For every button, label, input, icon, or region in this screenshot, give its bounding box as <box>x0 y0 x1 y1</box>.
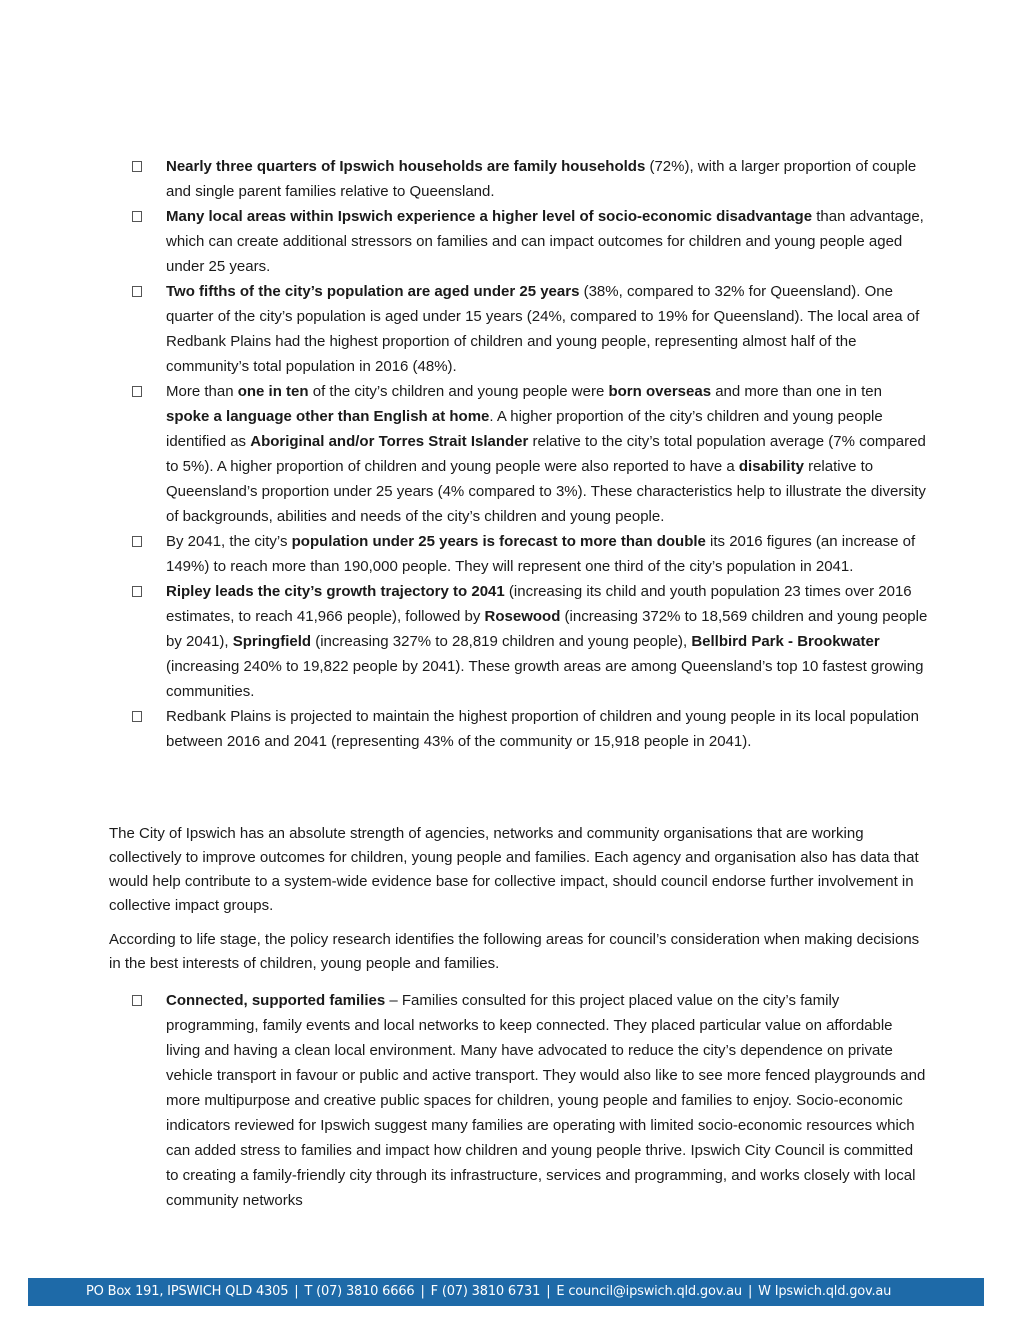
footer-separator: | <box>747 1284 753 1299</box>
bullet-box-icon <box>132 161 142 172</box>
bullet-box-icon <box>132 995 142 1006</box>
life-stage-areas-list <box>128 988 928 1213</box>
body-paragraph: According to life stage, the policy research identifies the following areas for council’s consideration when making decisions in the best interests of children, young people and families. <box>109 931 920 972</box>
footer-separator: | <box>294 1284 299 1299</box>
footer-fax: F (07) 3810 6731 <box>430 1284 541 1299</box>
list-item: Many local areas within Ipswich experience a higher level of socio-economic disadvantage than advantage, which can create additional stressors on families and can impact outcomes for children and young people aged under 25 years. <box>128 204 928 279</box>
bullet-box-icon <box>132 711 142 722</box>
list-item: Connected, supported families – Families consulted for this project placed value on the city’s family programming, family events and local networks to keep connected. They placed particular value on affordable living and having a clean local environment. Many have advocated to reduce the city’s dependence on private vehicle transport in favour or public and active transport. They would also like to see more fenced playgrounds and more multipurpose and creative public spaces for children, young people and families to enjoy. Socio-economic indicators reviewed for Ipswich suggest many families are operating with limited socio-economic resources which can added stress to families and impact how children and young people thrive. Ipswich City Council is committed to creating a family-friendly city through its infrastructure, services and programming, and works closely with local community networks <box>128 988 928 1213</box>
list-item: Nearly three quarters of Ipswich households are family households (72%), with a larger proportion of couple and single parent families relative to Queensland. <box>128 154 928 204</box>
footer-separator: | <box>546 1284 551 1299</box>
body-paragraph: The City of Ipswich has an absolute strength of agencies, networks and community organisations that are working collectively to improve outcomes for children, young people and families. Each agency and organisation also has data that would help contribute to a system-wide evidence base for collective impact, should council endorse further involvement in collective impact groups. <box>109 825 919 914</box>
footer-separator: | <box>420 1284 425 1299</box>
bullet-box-icon <box>132 536 142 547</box>
contact-footer <box>28 1278 984 1306</box>
key-findings-list <box>128 154 928 754</box>
list-item: By 2041, the city’s population under 25 years is forecast to more than double its 2016 figures (an increase of 149%) to reach more than 190,000 people. They will represent one third of the city’s population in 2041. <box>128 529 928 579</box>
footer-email: E council@ipswich.qld.gov.au <box>556 1284 742 1299</box>
footer-phone: T (07) 3810 6666 <box>304 1284 415 1299</box>
list-item: Redbank Plains is projected to maintain the highest proportion of children and young people in its local population between 2016 and 2041 (representing 43% of the community or 15,918 people in 2041). <box>128 704 928 754</box>
bullet-box-icon <box>132 211 142 222</box>
bullet-box-icon <box>132 386 142 397</box>
list-item: More than one in ten of the city’s children and young people were born overseas and more than one in ten spoke a language other than English at home. A higher proportion of the city’s children and young people identified as Aboriginal and/or Torres Strait Islander relative to the city’s total population average (7% compared to 5%). A higher proportion of children and young people were also reported to have a disability relative to Queensland’s proportion under 25 years (4% compared to 3%). These characteristics help to illustrate the diversity of backgrounds, abilities and needs of the city’s children and young people. <box>128 379 928 529</box>
bullet-box-icon <box>132 586 142 597</box>
footer-address: PO Box 191, IPSWICH QLD 4305 <box>86 1284 289 1299</box>
bullet-box-icon <box>132 286 142 297</box>
footer-website: W Ipswich.qld.gov.au <box>758 1284 892 1299</box>
list-item: Ripley leads the city’s growth trajectory to 2041 (increasing its child and youth population 23 times over 2016 estimates, to reach 41,966 people), followed by Rosewood (increasing 372% to 18,569 children and young people by 2041), Springfield (increasing 327% to 28,819 children and young people), Bellbird Park - Brookwater (increasing 240% to 19,822 people by 2041). These growth areas are among Queensland’s top 10 fastest growing communities. <box>128 579 928 704</box>
list-item: Two fifths of the city’s population are aged under 25 years (38%, compared to 32% for Queensland). One quarter of the city’s population is aged under 15 years (24%, compared to 19% for Queensland). The local area of Redbank Plains had the highest proportion of children and young people, representing almost half of the community’s total population in 2016 (48%). <box>128 279 928 379</box>
